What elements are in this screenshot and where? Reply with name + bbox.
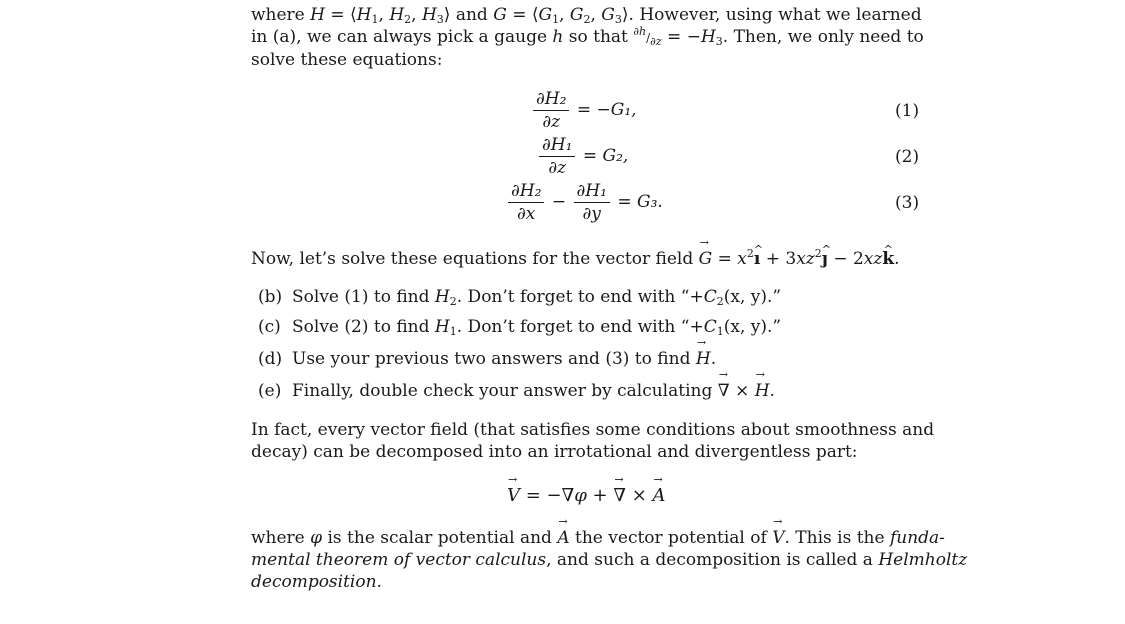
text: Now, let’s solve these equations for the vector field bbox=[251, 249, 694, 269]
numerator: ∂H₂ bbox=[508, 180, 544, 203]
text: Solve (2) to find bbox=[292, 317, 430, 337]
text: funda- bbox=[889, 528, 945, 548]
vector-H: → H bbox=[755, 380, 770, 402]
text: . This is the bbox=[784, 528, 885, 548]
vector-G: → G bbox=[493, 4, 507, 26]
text: Solve (1) to find bbox=[292, 287, 430, 307]
helmholtz-line-2 bbox=[251, 549, 968, 571]
helmholtz-equation: → V = −∇φ + → ∇ × → A bbox=[507, 485, 666, 507]
helmholtz-line-3 bbox=[251, 571, 921, 593]
text: in (a), we can always pick a gauge bbox=[251, 27, 548, 47]
decomposition-paragraph bbox=[251, 419, 935, 463]
text: the vector potential of bbox=[575, 528, 767, 548]
intro-paragraph bbox=[251, 4, 924, 71]
decomposition-line-1: In fact, every vector field (that satisfies some conditions about smoothness and bbox=[251, 420, 935, 440]
intro-line-1: where → $H = ⟨H_1$, $H_2$, $H_3⟩$ and → $G = ⟨G_1$, $G_2$, $G_3⟩$. However, using what we learned bbox=[251, 4, 921, 26]
text: Helmholtz bbox=[878, 550, 968, 570]
text: . However, using what we learned bbox=[628, 5, 922, 25]
text: where bbox=[251, 528, 305, 548]
text: (x, y).” bbox=[723, 287, 782, 307]
fraction bbox=[574, 180, 610, 225]
denominator: ∂x bbox=[517, 204, 536, 224]
numerator: ∂H₁ bbox=[574, 180, 610, 203]
item-label: (c) bbox=[258, 317, 281, 337]
equation-number-3: (3) bbox=[895, 193, 920, 213]
intro-line-2: in (a), we can always pick a gauge h so that $^{\partial h}/_{\partial z} = -H_3$. Then, we only need to bbox=[251, 25, 924, 48]
vector-A: → A bbox=[557, 527, 569, 549]
text: . bbox=[710, 349, 717, 369]
text: so that bbox=[568, 27, 628, 47]
text: (x, y).” bbox=[723, 317, 782, 337]
vector-field-paragraph bbox=[251, 248, 921, 270]
text: mental theorem of vector calculus bbox=[251, 550, 547, 570]
vector-field-line: Now, let’s solve these equations for the vector field → $G = x^2\^{}$ ı + $3xz^2\^{}$ ȷ − 2xz^ k. bbox=[251, 248, 921, 270]
text: . bbox=[769, 381, 775, 401]
denominator: ∂z bbox=[548, 158, 567, 178]
vector-H: → H bbox=[696, 348, 711, 370]
minus-sign: − bbox=[551, 192, 567, 212]
equation-2 bbox=[537, 134, 628, 179]
text: Finally, double check your answer by calculating bbox=[292, 381, 713, 401]
rhs: = G₂, bbox=[582, 146, 629, 166]
list-item-c: (c) Solve (2) to find $H_1$. Don’t forget to end with “$+C_1(x$, y).” bbox=[258, 317, 782, 338]
text: where bbox=[251, 5, 305, 25]
text: is the scalar potential and bbox=[327, 528, 552, 548]
list-item-d bbox=[258, 348, 716, 370]
equation-number-1: (1) bbox=[895, 101, 920, 121]
equation-1 bbox=[531, 88, 637, 133]
helmholtz-paragraph bbox=[251, 527, 968, 593]
vector-H: → H bbox=[310, 4, 325, 26]
fraction bbox=[533, 88, 569, 133]
denominator: ∂z bbox=[542, 112, 561, 132]
equation-number-2: (2) bbox=[895, 147, 920, 167]
list-item-e: (e) Finally, double check your answer by calculating → ∇ × → H. bbox=[258, 380, 775, 402]
text: Use your previous two answers and (3) to find bbox=[292, 349, 691, 369]
fraction bbox=[508, 180, 544, 225]
text: and bbox=[455, 5, 488, 25]
fraction bbox=[539, 134, 575, 179]
text: , and such a decomposition is called a bbox=[546, 550, 873, 570]
denominator: ∂y bbox=[582, 204, 601, 224]
helmholtz-line-1: where φ is the scalar potential and → A the vector potential of → V. This is the funda- bbox=[251, 527, 921, 549]
item-label: (e) bbox=[258, 381, 282, 401]
item-label: (d) bbox=[258, 349, 283, 369]
numerator: ∂H₁ bbox=[539, 134, 575, 157]
equation-3 bbox=[506, 180, 663, 225]
numerator: ∂H₂ bbox=[533, 88, 569, 111]
list-item-b: (b) Solve (1) to find $H_2$. Don’t forget to end with “$+C_2(x$, y).” bbox=[258, 287, 782, 308]
vector-G: → G bbox=[699, 248, 713, 270]
intro-line-3: solve these equations: bbox=[251, 50, 443, 70]
text: . Don’t forget to end with “+ bbox=[456, 317, 704, 337]
vector-V: → V bbox=[772, 527, 784, 549]
rhs: = −G₁, bbox=[576, 100, 637, 120]
rhs: = G₃. bbox=[617, 192, 663, 212]
vector-nabla: → ∇ bbox=[718, 380, 730, 402]
text: . Then, we only need to bbox=[722, 27, 924, 47]
item-label: (b) bbox=[258, 287, 283, 307]
text: . Don’t forget to end with “+ bbox=[456, 287, 704, 307]
text: decomposition. bbox=[251, 572, 382, 592]
decomposition-line-2: decay) can be decomposed into an irrotational and divergentless part: bbox=[251, 442, 858, 462]
